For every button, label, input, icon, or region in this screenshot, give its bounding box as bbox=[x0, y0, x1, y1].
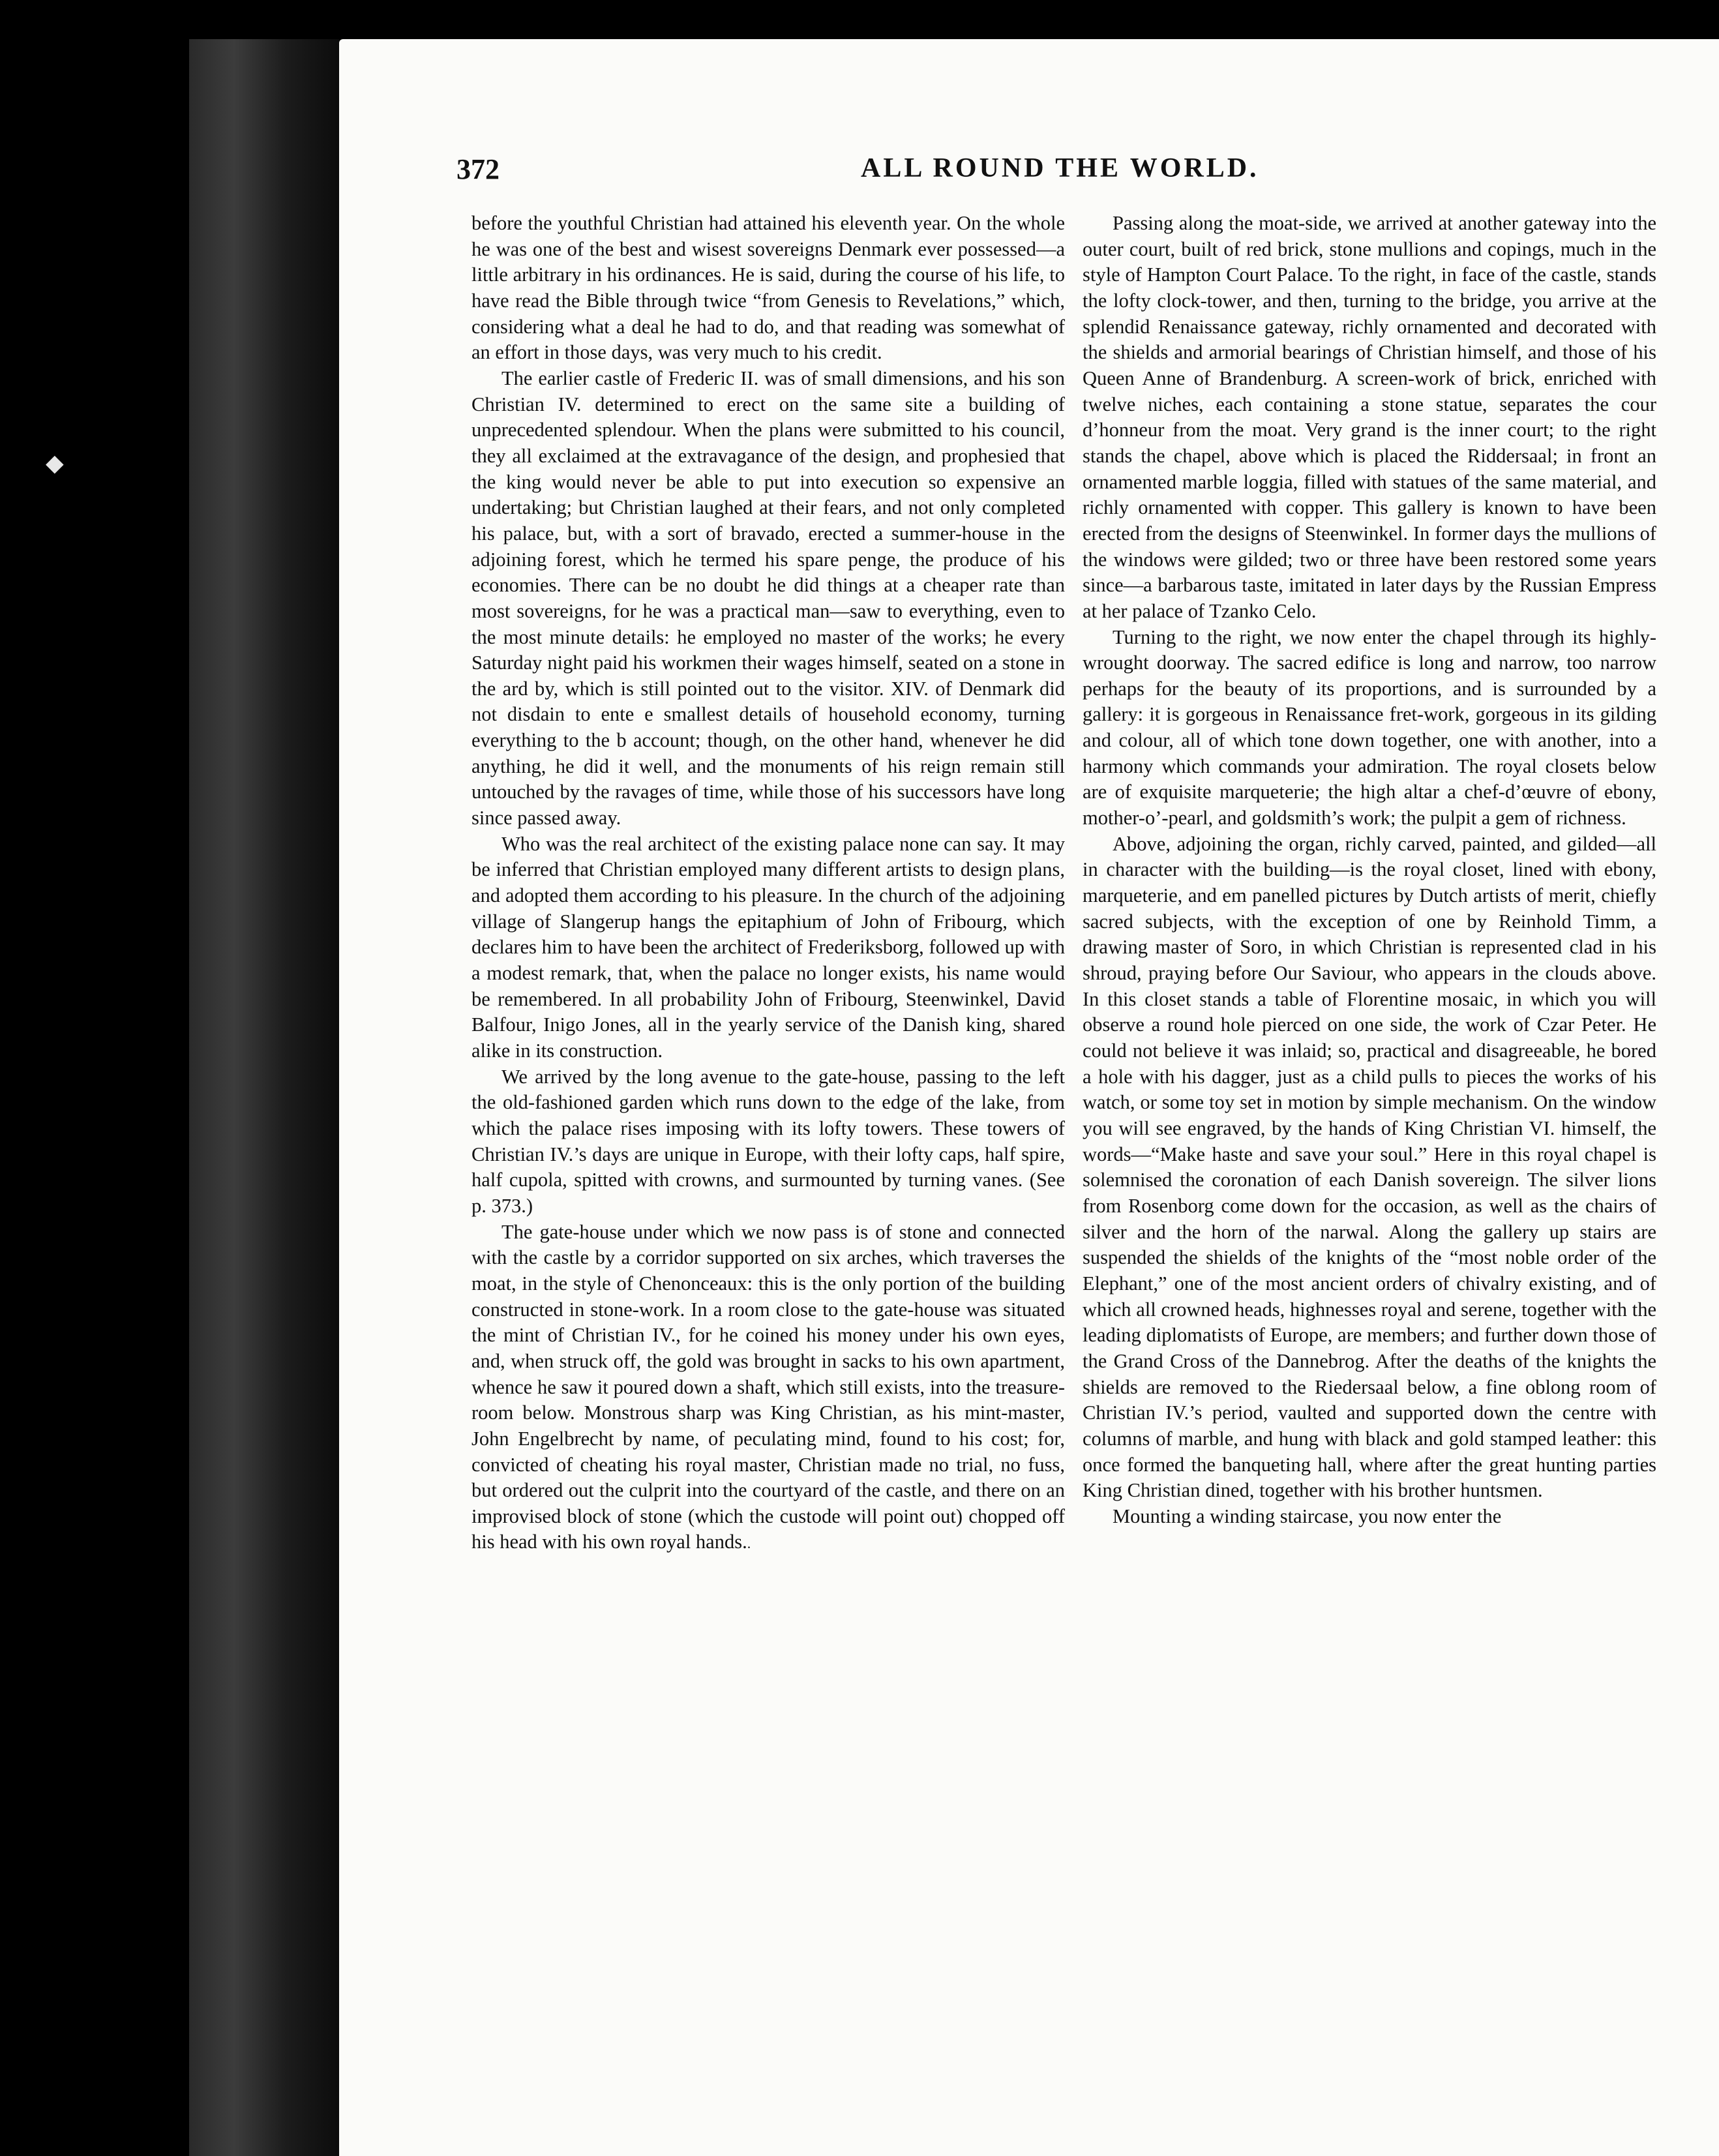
page-number: 372 bbox=[456, 153, 500, 185]
paragraph-text: The gate-house under which we now pass is of stone and connected with the castle by a corridor supported on six arches, which traverses the moat, in the style of Chenonceaux: this is the only portion of the building constructed in stone-work. In a room close to the gate-house was situated the mint of Christian IV., for he coined his money under his own eyes, and, when struck off, the gold was brought in sacks to his own apartment, whence he saw it poured down a shaft, which still exists, into the treasure-room below. Monstrous sharp was King Christian, as his mint-master, John Engelbrecht by name, of peculating mind, found to his cost; for, convicted of cheating his royal master, Christian made no trial, no fuss, but ordered out the culprit into the courtyard of the castle, and there on an improvised block of stone (which the custode will point out) chopped off his head with his own royal hands. bbox=[471, 1220, 1065, 1553]
right-column bbox=[1083, 211, 1656, 1529]
page-header bbox=[456, 153, 1663, 198]
book-binding bbox=[189, 39, 339, 2156]
paragraph: Mounting a winding staircase, you now enter the bbox=[1113, 1505, 1502, 1527]
paragraph: before the youthful Christian had attained his eleventh year. On the whole he was one of the best and wisest sovereigns Denmark ever possessed—a little arbitrary in his ordinances. He is said, during the course of his life, to have read the Bible through twice “from Genesis to Revelations,” which, considering what a deal he had to do, and that reading was somewhat of an effort in those days, was very much to his credit. bbox=[471, 212, 1065, 364]
paragraph: Passing along the moat-side, we arrived at another gateway into the outer court, built of red brick, stone mullions and copings, much in the style of Hampton Court Palace. To the right, in face of the castle, stands the lofty clock-tower, and then, turning to the bridge, you arrive at the splendid Renaissance gateway, richly ornamented and decorated with the shields and armorial bearings of Christian himself, and those of his Queen Anne of Brandenburg. A screen-work of brick, enriched with twelve niches, each containing a stone statue, separates the cour d’honneur from the moat. Very grand is the inner court; to the right stands the chapel, above which is placed the Riddersaal; in front an ornamented marble loggia, filled with statues of the same material, and richly ornamented with copper. This gallery is known to have been erected from the designs of Steenwinkel. In former days the mullions of the windows were gilded; two or three have been restored some years since—a barbarous taste, imitated in later days by the Russian Empress at her palace of Tzanko Celo. bbox=[1083, 212, 1656, 622]
paragraph bbox=[471, 1220, 1065, 1557]
paragraph: Who was the real architect of the existing palace none can say. It may be inferred that Christian employed many different artists to design plans, and adopted them according to his pleasure. In the church of the adjoining village of Slangerup hangs the epitaphium of John of Fribourg, which declares him to have been the architect of Frederiksborg, followed up with a modest remark, that, when the palace no longer exists, his name would be remembered. In all probability John of Fribourg, Steenwinkel, David Balfour, Inigo Jones, all in the yearly service of the Danish king, shared alike in its construction. bbox=[471, 832, 1065, 1062]
signature-mark: . bbox=[747, 1535, 751, 1552]
running-head: ALL ROUND THE WORLD. bbox=[861, 153, 1259, 183]
paragraph: Turning to the right, we now enter the chapel through its highly-wrought doorway. The sacred edifice is long and narrow, too narrow perhaps for the beauty of its proportions, and is surrounded by a gallery: it is gorgeous in Renaissance fret-work, gorgeous in its gilding and colour, all of which tone down together, one with another, into a harmony which commands your admiration. The royal closets below are of exquisite marqueterie; the high altar a chef-d’œuvre of ebony, mother-o’-pearl, and goldsmith’s work; the pulpit a gem of richness. bbox=[1083, 625, 1656, 830]
left-column bbox=[471, 211, 1065, 1557]
paragraph: We arrived by the long avenue to the gate-house, passing to the left the old-fashioned garden which runs down to the edge of the lake, from which the palace rises imposing with its lofty towers. These towers of Christian IV.’s days are unique in Europe, with their lofty caps, half spire, half cupola, spitted with crowns, and surmounted by turning vanes. (See p. 373.) bbox=[471, 1065, 1065, 1217]
paragraph: Above, adjoining the organ, richly carved, painted, and gilded—all in character with the building—is the royal closet, lined with ebony, marqueterie, and em panelled pictures by Dutch artists of merit, chiefly sacred subjects, with the exception of one by Reinhold Timm, a drawing master of Soro, in which Christian is represented clad in his shroud, praying before Our Saviour, who appears in the clouds above. In this closet stands a table of Florentine mosaic, in which you will observe a round hole pierced on one side, the work of Czar Peter. He could not believe it was inlaid; so, practical and disagreeable, he bored a hole with his dagger, just as a child pulls to pieces the works of his watch, or some toy set in motion by simple mechanism. On the window you will see engraved, by the hands of King Christian VI. himself, the words—“Make haste and save your soul.” Here in this royal chapel is solemnised the coronation of each Danish sovereign. The silver lions from Rosenborg come down for the occasion, as well as the chairs of silver and the horn of the narwal. Along the gallery up stairs are suspended the shields of the knights of the “most noble order of the Elephant,” one of the most ancient orders of chivalry existing, and of which all crowned heads, highnesses royal and serene, together with the leading diplomatists of Europe, are members; and further down those of the Grand Cross of the Dannebrog. After the deaths of the knights the shields are removed to the Riedersaal below, a fine oblong room of Christian IV.’s period, vaulted and supported down the centre with columns of marble, and hung with black and gold stamped leather: this once formed the banqueting hall, where after the great hunting parties King Christian dined, together with his brother huntsmen. bbox=[1083, 832, 1656, 1502]
paragraph: The earlier castle of Frederic II. was of small dimensions, and his son Christian IV. determined to erect on the same site a building of unprecedented splendour. When the plans were submitted to his council, they all exclaimed at the extravagance of the design, and prophesied that the king would never be able to put into execution so expensive an undertaking; but Christian laughed at their fears, and not only completed his palace, but, with a sort of bravado, erected a summer-house in the adjoining forest, which he termed his spare penge, the produce of his economies. There can be no doubt he did things at a cheaper rate than most sovereigns, for he was a practical man—saw to everything, even to the most minute details: he employed no master of the works; he every Saturday night paid his workmen their wages himself, seated on a stone in the ard by, which is still pointed out to the visitor. XIV. of Denmark did not disdain to ente e smallest details of household economy, turning everything to the b account; though, on the other hand, whenever he did anything, he did it well, and the monuments of his reign remain still untouched by the ravages of time, while those of his successors have long since passed away. bbox=[471, 367, 1065, 830]
margin-mark: ◆ bbox=[46, 450, 64, 477]
